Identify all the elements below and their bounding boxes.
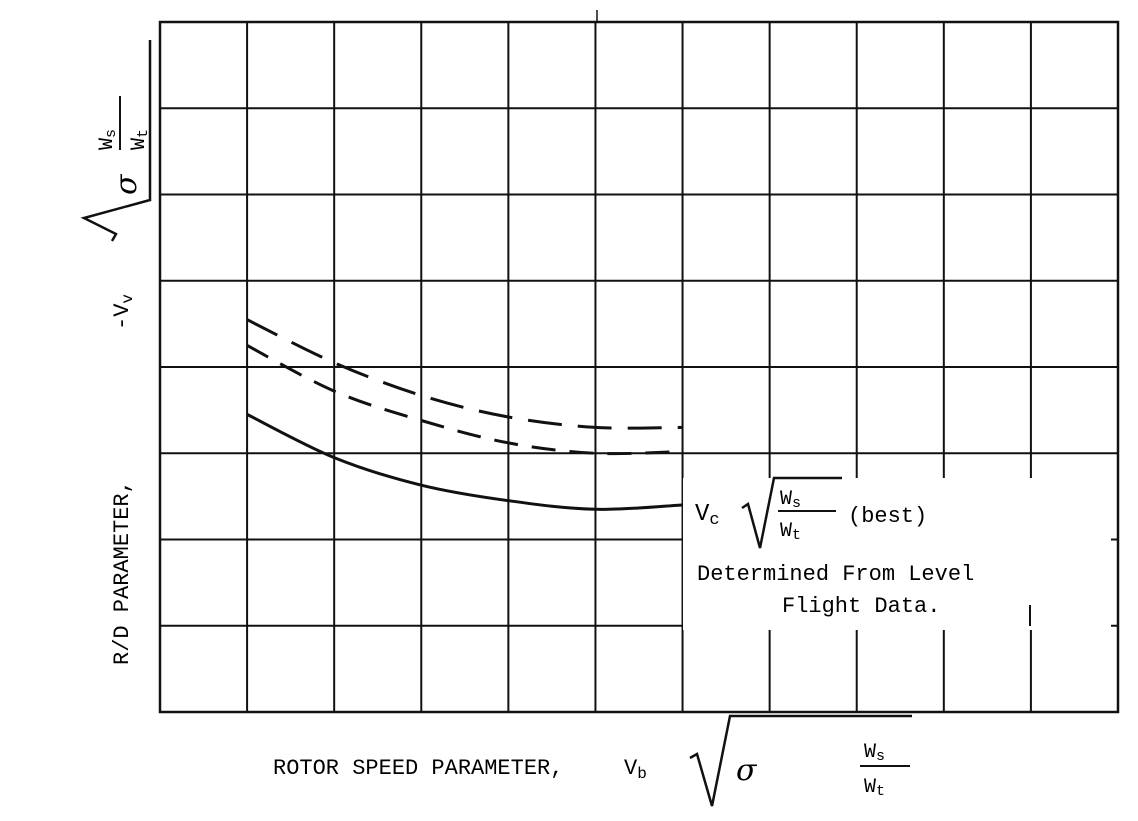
series-line-3 <box>247 414 682 509</box>
y-axis-frac-den: Wt <box>128 128 152 150</box>
annotation-line2: Flight Data. <box>782 594 941 619</box>
series-layer <box>247 320 682 510</box>
x-axis-frac-den: Wt <box>864 776 886 800</box>
x-axis-label-text: ROTOR SPEED PARAMETER, <box>273 756 564 781</box>
y-axis-label-text: R/D PARAMETER, <box>110 480 135 665</box>
x-axis-frac-num: Ws <box>864 741 886 765</box>
annotation-suffix: (best) <box>848 504 928 529</box>
y-axis-label <box>84 40 152 665</box>
annotation-frac-num: Ws <box>780 488 802 512</box>
series-line-2 <box>247 345 682 453</box>
annotation-line1: Determined From Level <box>697 562 975 587</box>
annotation-symbol: Vc <box>695 501 720 530</box>
annotation-frac-den: Wt <box>780 520 802 544</box>
x-axis-symbol: Vb <box>624 756 647 783</box>
y-axis-symbol: -Vv <box>110 293 137 330</box>
y-axis-frac-num: Ws <box>96 128 120 150</box>
x-axis-sigma: σ <box>736 753 757 788</box>
y-axis-sigma: σ <box>109 174 144 195</box>
series-line-1 <box>247 320 682 429</box>
x-axis-label <box>273 716 912 806</box>
